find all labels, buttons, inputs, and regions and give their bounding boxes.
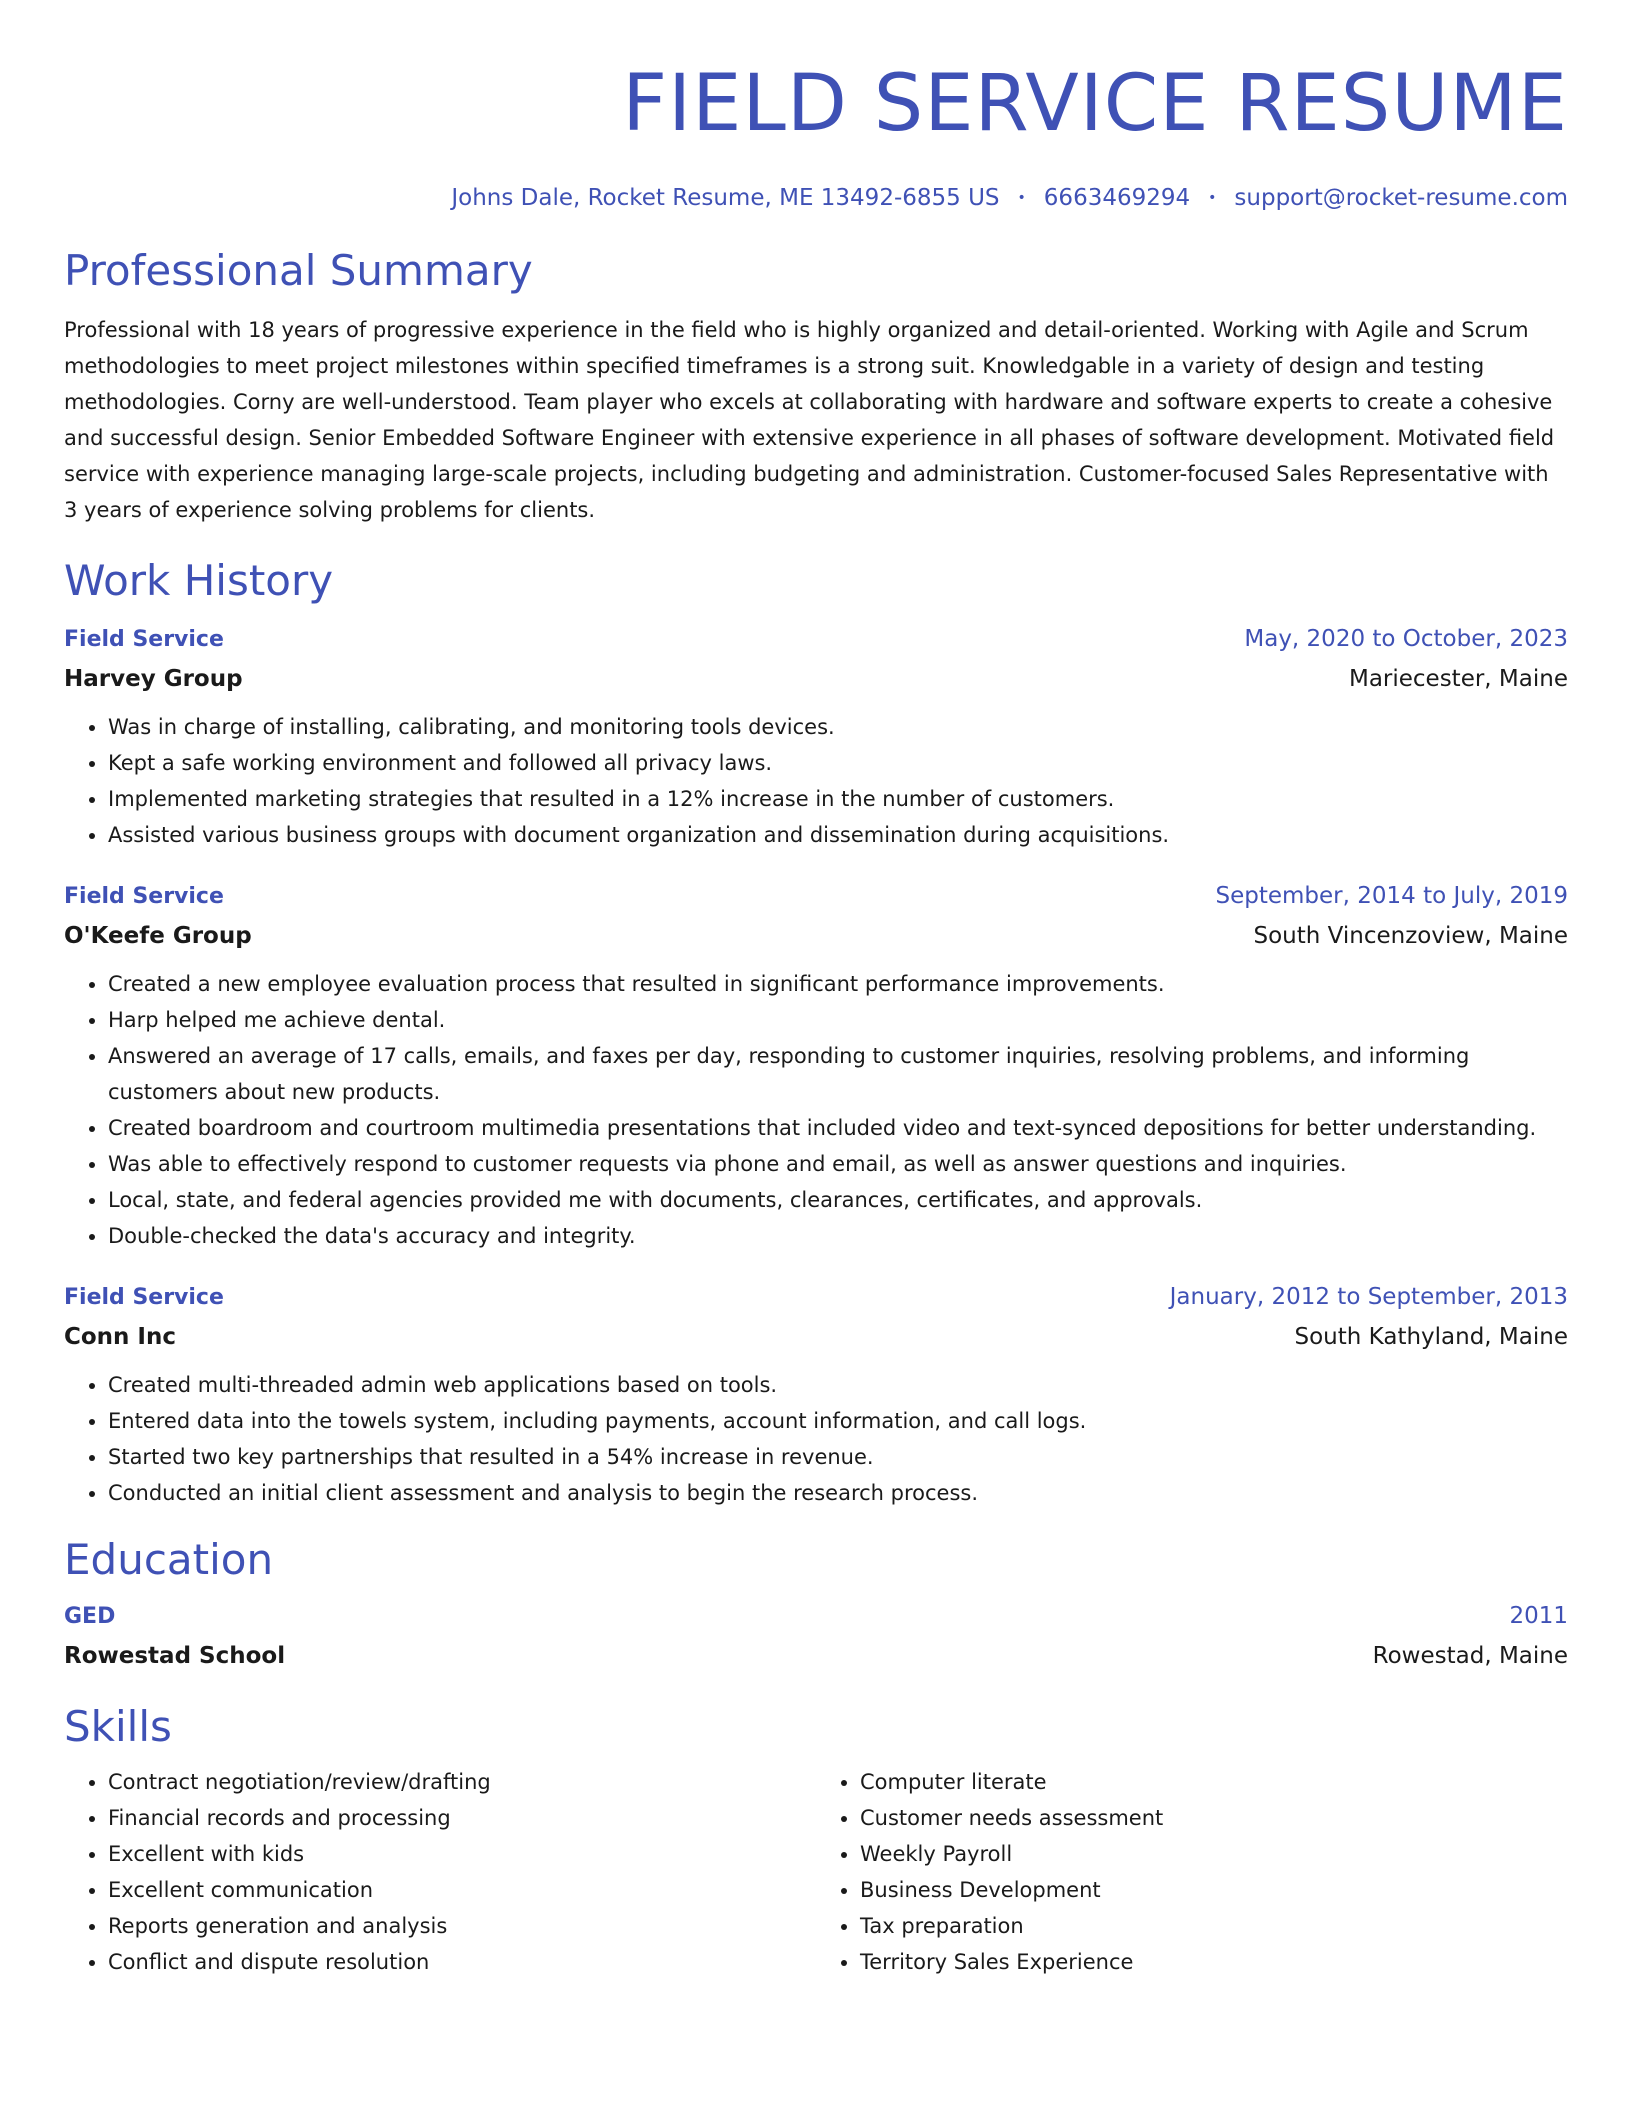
job-bullet: • Answered an average of 17 calls, emails, and faxes per day, responding to customer inquiries, resolving problems, and informing customers about new products. bbox=[108, 1038, 1568, 1110]
job-bullet: • Started two key partnerships that resulted in a 54% increase in revenue. bbox=[108, 1439, 1568, 1475]
skill-item: • Financial records and processing bbox=[108, 1800, 816, 1836]
job-bullet: • Created a new employee evaluation process that resulted in significant performance improvements. bbox=[108, 966, 1568, 1002]
skill-item: • Conflict and dispute resolution bbox=[108, 1944, 816, 1980]
job-bullet: • Assisted various business groups with document organization and dissemination during acquisitions. bbox=[108, 817, 1568, 853]
job-employer-row bbox=[64, 659, 1568, 699]
skills-grid bbox=[64, 1764, 1568, 1980]
resume-title: FIELD SERVICE RESUME bbox=[622, 59, 1568, 149]
job-bullet: • Conducted an initial client assessment and analysis to begin the research process. bbox=[108, 1475, 1568, 1511]
job-bullet: • Entered data into the towels system, including payments, account information, and call logs. bbox=[108, 1403, 1568, 1439]
job-bullet: • Created boardroom and courtroom multimedia presentations that included video and text-synced depositions for better understanding. bbox=[108, 1110, 1568, 1146]
contact-separator: • bbox=[1208, 190, 1217, 206]
job-bullet: • Implemented marketing strategies that resulted in a 12% increase in the number of customers. bbox=[108, 781, 1568, 817]
skills-column-left bbox=[64, 1764, 816, 1980]
contact-address: Johns Dale, Rocket Resume, ME 13492-6855 US bbox=[451, 185, 1000, 211]
education-school: Rowestad School bbox=[64, 1643, 286, 1669]
job-bullet: • Double-checked the data's accuracy and integrity. bbox=[108, 1218, 1568, 1254]
job-bullets bbox=[64, 1367, 1568, 1511]
education-header-row bbox=[64, 1597, 1568, 1636]
job-bullet: • Created multi-threaded admin web applications based on tools. bbox=[108, 1367, 1568, 1403]
job-bullets bbox=[64, 966, 1568, 1254]
job-title: Field Service bbox=[64, 1285, 224, 1310]
skill-item: • Contract negotiation/review/drafting bbox=[108, 1764, 816, 1800]
education-entry bbox=[64, 1597, 1568, 1676]
skill-item: • Territory Sales Experience bbox=[860, 1944, 1568, 1980]
job-location: South Kathyland, Maine bbox=[1294, 1324, 1568, 1350]
job-location: Mariecester, Maine bbox=[1348, 666, 1568, 692]
education-year: 2011 bbox=[1509, 1603, 1568, 1629]
job-location: South Vincenzoview, Maine bbox=[1253, 923, 1568, 949]
contact-email[interactable]: support@rocket-resume.com bbox=[1234, 185, 1568, 211]
skill-item: • Weekly Payroll bbox=[860, 1836, 1568, 1872]
job-entry bbox=[64, 620, 1568, 853]
summary-heading: Professional Summary bbox=[64, 246, 533, 295]
job-header-row bbox=[64, 1278, 1568, 1317]
skill-item: • Customer needs assessment bbox=[860, 1800, 1568, 1836]
job-header-row bbox=[64, 877, 1568, 916]
job-bullet: • Kept a safe working environment and followed all privacy laws. bbox=[108, 745, 1568, 781]
job-entry bbox=[64, 1278, 1568, 1511]
job-entry bbox=[64, 877, 1568, 1254]
skills-column-right bbox=[816, 1764, 1568, 1980]
job-dates: May, 2020 to October, 2023 bbox=[1244, 626, 1568, 652]
skills-heading: Skills bbox=[64, 1702, 172, 1751]
skill-item: • Tax preparation bbox=[860, 1908, 1568, 1944]
job-dates: September, 2014 to July, 2019 bbox=[1215, 883, 1568, 909]
job-header-row bbox=[64, 620, 1568, 659]
education-heading: Education bbox=[64, 1535, 274, 1584]
job-dates: January, 2012 to September, 2013 bbox=[1169, 1284, 1568, 1310]
job-employer: O'Keefe Group bbox=[64, 923, 252, 949]
skill-item: • Excellent with kids bbox=[108, 1836, 816, 1872]
job-employer-row bbox=[64, 916, 1568, 956]
job-bullet: • Was in charge of installing, calibrating, and monitoring tools devices. bbox=[108, 709, 1568, 745]
skill-item: • Excellent communication bbox=[108, 1872, 816, 1908]
contact-separator: • bbox=[1017, 190, 1026, 206]
education-location: Rowestad, Maine bbox=[1372, 1643, 1568, 1669]
education-school-row bbox=[64, 1636, 1568, 1676]
skill-item: • Business Development bbox=[860, 1872, 1568, 1908]
job-bullet: • Harp helped me achieve dental. bbox=[108, 1002, 1568, 1038]
contact-line bbox=[64, 182, 1568, 214]
job-title: Field Service bbox=[64, 884, 224, 909]
job-title: Field Service bbox=[64, 627, 224, 652]
contact-phone: 6663469294 bbox=[1043, 185, 1191, 211]
job-bullet: • Local, state, and federal agencies provided me with documents, clearances, certificates, and approvals. bbox=[108, 1182, 1568, 1218]
education-degree: GED bbox=[64, 1604, 116, 1629]
job-bullets bbox=[64, 709, 1568, 853]
job-employer-row bbox=[64, 1317, 1568, 1357]
job-bullet: • Was able to effectively respond to customer requests via phone and email, as well as answer questions and inquiries. bbox=[108, 1146, 1568, 1182]
job-employer: Harvey Group bbox=[64, 666, 243, 692]
summary-text: Professional with 18 years of progressive experience in the field who is highly organized and detail-oriented. Working with Agile and Scrum methodologies to meet project milestones within specified timeframes is a strong suit. Knowledgable in a variety of design and testing methodologies. Corny are well-understood. Team player who excels at collaborating with hardware and software experts to create a cohesive and successful design. Senior Embedded Software Engineer with extensive experience in all phases of software development. Motivated field service with experience managing large-scale projects, including budgeting and administration. Customer-focused Sales Representative with 3 years of experience solving problems for clients. bbox=[64, 318, 1555, 522]
skill-item: • Reports generation and analysis bbox=[108, 1908, 816, 1944]
skill-item: • Computer literate bbox=[860, 1764, 1568, 1800]
job-employer: Conn Inc bbox=[64, 1324, 177, 1350]
work-history-heading: Work History bbox=[64, 556, 334, 605]
